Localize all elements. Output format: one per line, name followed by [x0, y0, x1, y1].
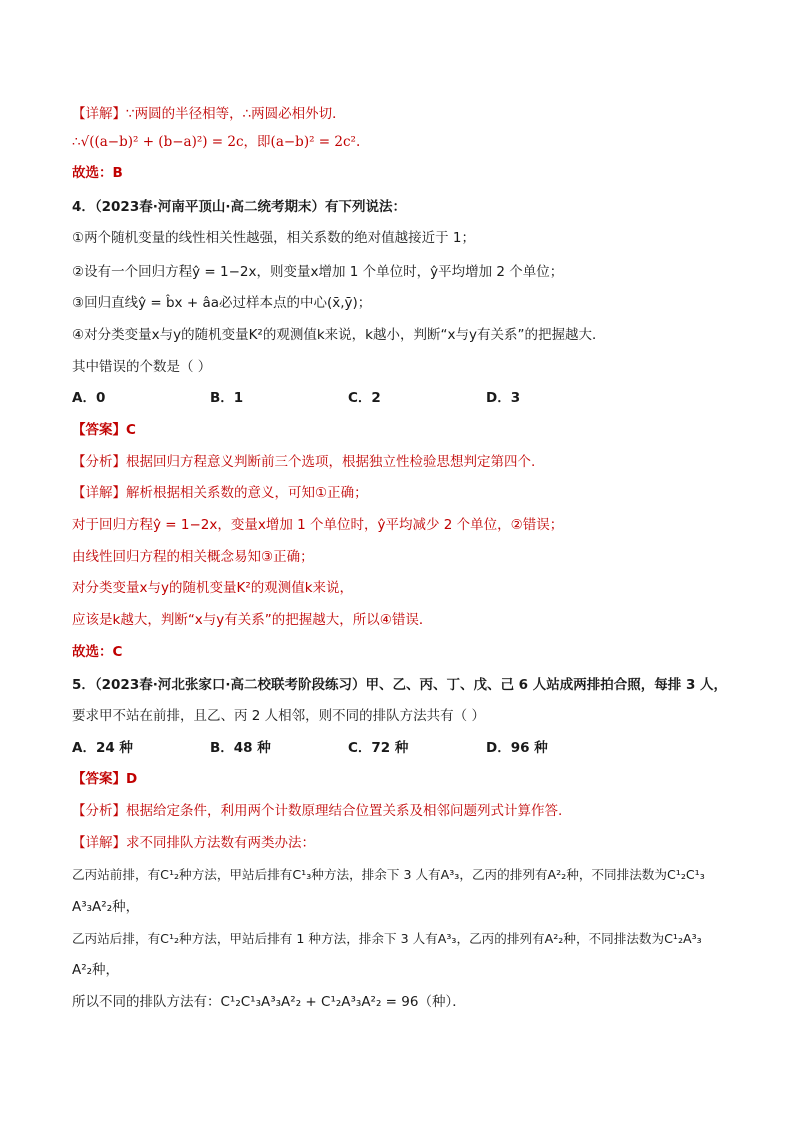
q5-detail-3: 乙丙站后排，有C¹₂种方法，甲站后排有 1 种方法，排余下 3 人有A³₃，乙丙的排列有A²₂种，不同排法数为C¹₂A³₃	[72, 931, 702, 946]
q4-detail-3: 由线性回归方程的相关概念易知③正确；	[72, 549, 314, 565]
q5-detail-2-cont: A³₃A²₂种，	[72, 899, 140, 915]
q4-analysis: 【分析】根据回归方程意义判断前三个选项，根据独立性检验思想判定第四个.	[72, 454, 536, 470]
q4-option-a: A．0	[72, 390, 106, 406]
q5-detail-2: 乙丙站前排，有C¹₂种方法，甲站后排有C¹₃种方法，排余下 3 人有A³₃，乙丙的排列有A²₂种，不同排法数为C¹₂C¹₃	[72, 867, 705, 882]
q4-option-b: B．1	[210, 390, 244, 406]
prev-equation-line: ∴√((a−b)² + (b−a)²) = 2c，即(a−b)² = 2c².	[72, 134, 361, 150]
q4-detail-5: 应该是k越大，判断“x与y有关系”的把握越大，所以④错误．	[72, 612, 433, 628]
q4-statement-2: ②设有一个回归方程ŷ = 1−2x，则变量x增加 1 个单位时，ŷ平均增加 2 个单位；	[72, 264, 564, 280]
q5-answer: 【答案】D	[72, 771, 138, 787]
q4-answer: 【答案】C	[72, 422, 136, 438]
prev-analysis-line: 【详解】∵两圆的半径相等，∴两圆必相外切．	[72, 106, 346, 122]
q4-choice: 故选：C	[72, 644, 123, 660]
question-5-stem: 5．（2023春·河北张家口·高二校联考阶段练习）甲、乙、丙、丁、戊、己 6 人站成两排拍合照，每排 3 人，	[72, 677, 728, 693]
q5-detail-3-cont: A²₂种，	[72, 962, 120, 978]
question-5-stem-cont: 要求甲不站在前排，且乙、丙 2 人相邻，则不同的排队方法共有（ ）	[72, 708, 485, 724]
q5-conclusion: 所以不同的排队方法有：C¹₂C¹₃A³₃A²₂ + C¹₂A³₃A²₂ = 96（种）．	[72, 994, 466, 1010]
q4-prompt: 其中错误的个数是（ ）	[72, 359, 212, 375]
q4-statement-1: ①两个随机变量的线性相关性越强，相关系数的绝对值越接近于 1；	[72, 230, 475, 246]
question-4-stem: 4．（2023春·河南平顶山·高二统考期末）有下列说法：	[72, 199, 406, 215]
q4-detail-2: 对于回归方程ŷ = 1−2x，变量x增加 1 个单位时，ŷ平均减少 2 个单位，②错误；	[72, 517, 564, 533]
q4-detail-4: 对分类变量x与y的随机变量K²的观测值k来说，	[72, 580, 354, 596]
q5-analysis: 【分析】根据给定条件，利用两个计数原理结合位置关系及相邻问题列式计算作答.	[72, 803, 563, 819]
prev-answer-line: 故选：B	[72, 165, 123, 181]
q4-detail-1: 【详解】解析根据相关系数的意义，可知①正确；	[72, 485, 368, 501]
q5-option-b: B．48 种	[210, 740, 271, 756]
q5-option-d: D．96 种	[486, 740, 548, 756]
q5-option-c: C．72 种	[348, 740, 409, 756]
q4-option-d: D．3	[486, 390, 521, 406]
q4-option-c: C．2	[348, 390, 381, 406]
q4-statement-4: ④对分类变量x与y的随机变量K²的观测值k来说，k越小，判断“x与y有关系”的把握越大．	[72, 327, 606, 343]
q4-statement-3: ③回归直线ŷ = b̂x + âa必过样本点的中心(x̄,ȳ)；	[72, 295, 372, 311]
q5-detail-1: 【详解】求不同排队方法数有两类办法：	[72, 835, 315, 851]
q5-option-a: A．24 种	[72, 740, 133, 756]
